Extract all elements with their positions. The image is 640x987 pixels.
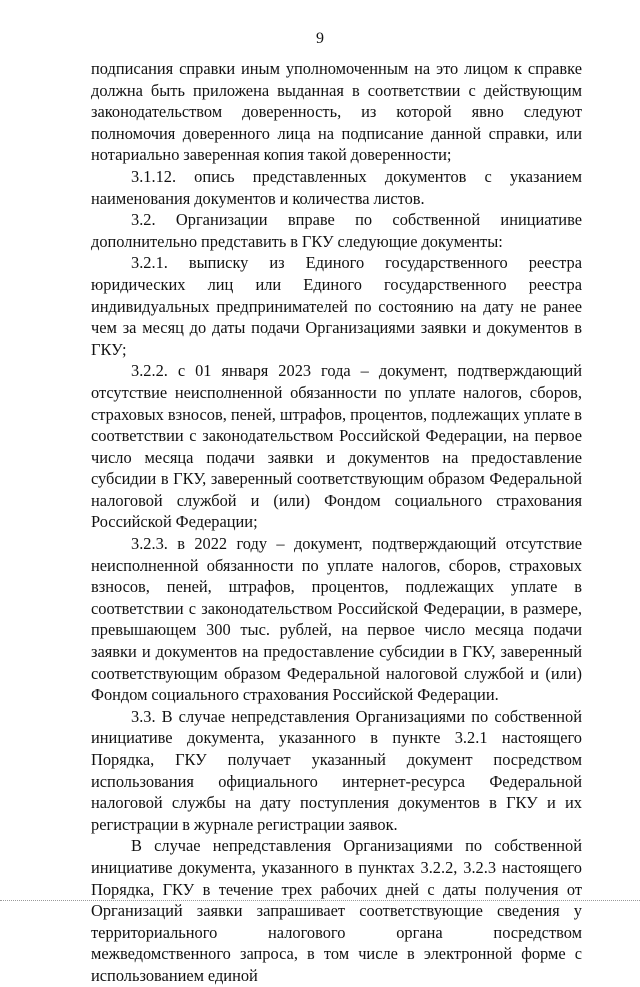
paragraph-3-2-2: 3.2.2. с 01 января 2023 года – документ, подтверждающий отсутствие неисполненной обязанности по уплате налогов, сборов, страховых взносов, пеней, штрафов, процентов, подлежащих уплате в соответствии с законодательством Российской Федерации, на первое число месяца подачи заявки и документов на предоставление субсидии в ГКУ, заверенный соответствующим образом Федеральной налоговой службой и (или) Фондом социального страхования Российской Федерации; (91, 361, 582, 532)
page-number: 9 (316, 30, 324, 47)
paragraph-3-3-continuation: В случае непредставления Организациями по собственной инициативе документа, указанного в пунктах 3.2.2, 3.2.3 настоящего Порядка, ГКУ в течение трех рабочих дней с даты получения от Организаций заявки запрашивает соответствующие сведения у территориального налогового органа посредством межведомственного запроса, в том числе в электронной форме с использованием единой (91, 836, 582, 985)
paragraph-3-1-12: 3.1.12. опись представленных документов с указанием наименования документов и количества листов. (91, 166, 582, 208)
page-bottom-divider (0, 900, 640, 901)
paragraph-3-3: 3.3. В случае непредставления Организациями по собственной инициативе документа, указанного в пункте 3.2.1 настоящего Порядка, ГКУ получает указанный документ посредством использования официального интернет-ресурса Федеральной налоговой службы на дату поступления документов в ГКУ и их регистрации в журнале регистрации заявок. (91, 706, 582, 834)
paragraph-power-of-attorney-continuation: подписания справки иным уполномоченным на это лицом к справке должна быть приложена выданная в соответствии с действующим законодательством доверенность, из которой явно следуют полномочия доверенного лица на подписание данной справки, или нотариально заверенная копия такой доверенности; (91, 59, 582, 165)
paragraph-3-2-3: 3.2.3. в 2022 году – документ, подтверждающий отсутствие неисполненной обязанности по уплате налогов, сборов, страховых взносов, пеней, штрафов, процентов, подлежащих уплате в соответствии с законодательством Российской Федерации, в размере, превышающем 300 тыс. рублей, на первое число месяца подачи заявки и документов на предоставление субсидии в ГКУ, заверенный соответствующим образом Федеральной налоговой службой и (или) Фондом социального страхования Российской Федерации. (91, 534, 582, 705)
document-body (91, 58, 582, 987)
paragraph-3-2-1: 3.2.1. выписку из Единого государственного реестра юридических лиц или Единого государственного реестра индивидуальных предпринимателей по состоянию на дату не ранее чем за месяц до даты подачи Организациями заявки и документов в ГКУ; (91, 253, 582, 359)
paragraph-3-2: 3.2. Организации вправе по собственной инициативе дополнительно представить в ГКУ следующие документы: (91, 210, 582, 251)
